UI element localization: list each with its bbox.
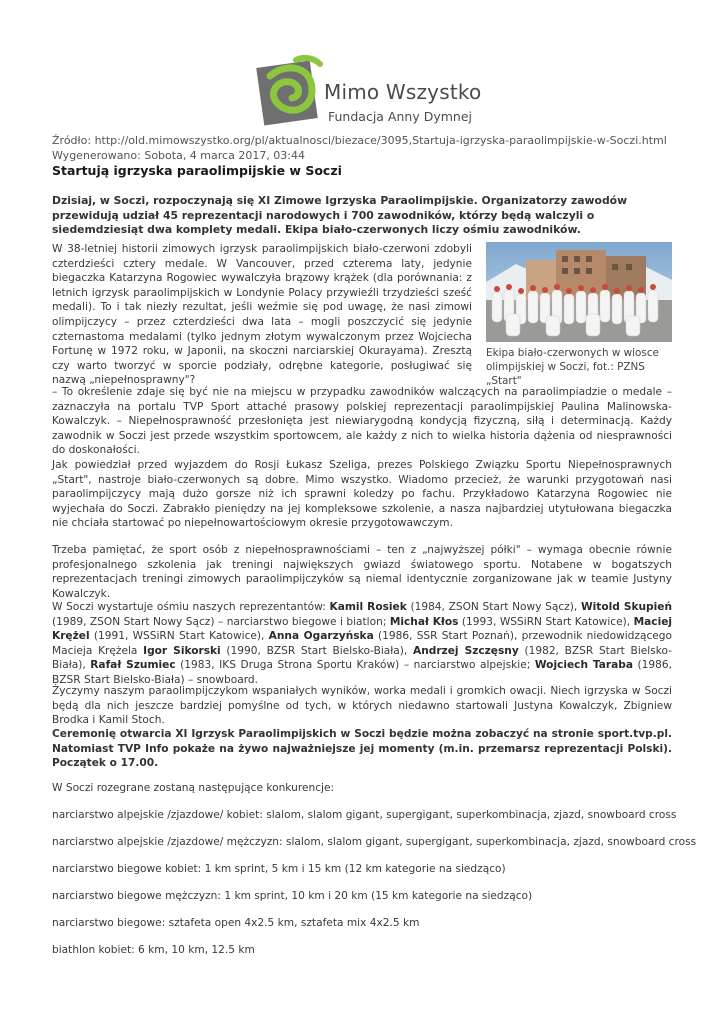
paragraph-quote: – To określenie zdaje się być nie na miejscu w przypadku zawodników walczących na paraolimpiadzie o medale – zaznaczyła na portalu TVP Sport attaché prasowy polskiej reprezentacji paraolimpijskiej Paulina Malinowska-Kowalczyk. – Niepełnosprawność przesłonięta jest niewiarygodną kondycją fizyczną, siłą i determinacją. Każdy zawodnik w Soczi jest przede wszystkim sportowcem, ale każdy z nich to wielka historia dążenia od niesprawności do doskonałości.	[52, 386, 672, 457]
article-intro: W 38-letniej historii zimowych igrzysk paraolimpijskich biało-czerwoni zdobyli czterdzieści cztery medale. W Vancouver, przed czterema laty, jedynie biegaczka Katarzyna Rogowiec wywalczyła brązowy krążek (dla porównania: z letnich igrzysk paraolimpijskich w Londynie Polacy przywieźli trzydzieści sześć medali). To i tak niezły rezultat, jeśli weźmie się pod uwagę, że nasi zimowi olimpijczycy – przez czterdzieści dwa lata – mogli poszczycić się jedynie czternastoma medalami (tylko jednym złotym wywalczonym przez Wojciecha Fortunę w 1972 roku, w Japonii, na skoczni narciarskiej Okurayama). Zresztą czy warto tworzyć w sporcie podziały, odrębne kategorie, posługiwać się nazwą „niepełnosprawny"?	[52, 243, 472, 387]
paragraph-szeliga: Jak powiedział przed wyjazdem do Rosji Łukasz Szeliga, prezes Polskiego Związku Sportu Niepełnosprawnych „Start", nastroje biało-czerwonych są dobre. Mimo wszystko. Wiadomo przecież, że warunki przygotowań nasi paraolimpijczycy mają dużo gorsze niż ich sprawni koledzy po fachu. Przykładowo Katarzyna Rogowiec nie wyjechała do Soczi. Zabrakło pieniędzy na jej kompleksowe szkolenie, a nasza najbardziej utytułowana biegaczka nie chciała startować po niepełnowartościowym okresie przygotowawczym.	[52, 459, 672, 530]
athlete-name: Igor Sikorski	[143, 644, 221, 657]
athlete-name: Michał Kłos	[389, 615, 459, 628]
spiral-logo-icon	[256, 54, 324, 132]
paragraph-ceremony: Ceremonię otwarcia XI Igrzysk Paraolimpijskich w Soczi będzie można zobaczyć na stronie sport.tvp.pl. Natomiast TVP Info pokaże na żywo najważniejsze jej momenty (m.in. przemarsz reprezentacji Polski). Początek o 17.00.	[52, 728, 672, 770]
foundation-logo	[256, 54, 482, 132]
event-item: narciarstwo biegowe: sztafeta open 4x2.5 km, sztafeta mix 4x2.5 km	[52, 917, 420, 929]
events-intro: W Soczi rozegrane zostaną następujące konkurencje:	[52, 782, 335, 794]
athlete-name: Wojciech Taraba	[534, 659, 633, 672]
logo-subtitle: Fundacja Anny Dymnej	[328, 109, 472, 124]
generated-date: Wygenerowano: Sobota, 4 marca 2017, 03:44	[52, 149, 306, 162]
paragraph-wishes: Życzymy naszym paraolimpijczykom wspaniałych wyników, worka medali i gromkich owacji. Niech igrzyska w Soczi będą dla nich jeszcze bardziej pomyślne od tych, w których niedawno startowali Justyna Kowalczyk, Zbigniew Brodka i Kamil Stoch.	[52, 685, 672, 727]
event-item: narciarstwo biegowe mężczyzn: 1 km sprint, 10 km i 20 km (15 km kategorie na siedząco)	[52, 890, 533, 902]
source-url: Źródło: http://old.mimowszystko.org/pl/aktualnosci/biezace/3095,Startuja-igrzyska-paraolimpijskie-w-Soczi.html	[52, 134, 667, 147]
article-lead: Dzisiaj, w Soczi, rozpoczynają się XI Zimowe Igrzyska Paraolimpijskie. Organizatorzy zawodów przewidują udział 45 reprezentacji narodowych i 700 zawodników, którzy będą walczyli o siedemdziesiąt dwa komplety medali. Ekipa biało-czerwonych liczy ośmiu zawodników.	[52, 194, 628, 236]
athlete-name: Andrzej Szczęsny	[413, 644, 519, 657]
event-item: narciarstwo biegowe kobiet: 1 km sprint, 5 km i 15 km (12 km kategorie na siedząco)	[52, 863, 506, 875]
paragraph-training: Trzeba pamiętać, że sport osób z niepełnosprawnościami – ten z „najwyższej półki" – wymaga obecnie równie profesjonalnego szkolenia jak treningi największych gwiazd światowego sportu. Notabene w bogatszych reprezentacjach treningi zimowych paraolimpijczyków są niemal identycznie zorganizowane jak w teamie Justyny Kowalczyk.	[52, 544, 672, 600]
paragraph-team: W Soczi wystartuje ośmiu naszych reprezentantów: Kamil Rosiek (1984, ZSON Start Nowy Sącz), Witold Skupień (1989, ZSON Start Nowy Sącz) – narciarstwo biegowe i biatlon; Michał Kłos (1993, WSSiRN Start Katowice), Maciej Krężel (1991, WSSiRN Start Katowice), Anna Ogarzyńska (1986, SSR Start Poznań), przewodnik niedowidzącego Macieja Krężela Igor Sikorski (1990, BZSR Start Bielsko-Biała), Andrzej Szczęsny (1982, BZSR Start Bielsko-Biała), Rafał Szumiec (1983, IKS Druga Strona Sportu Kraków) – narciarstwo alpejskie; Wojciech Taraba (1986, BZSR Start Bielsko-Biała) – snowboard.	[52, 601, 673, 686]
athlete-name: Anna Ogarzyńska	[268, 630, 374, 643]
logo-name: Mimo Wszystko	[324, 80, 482, 104]
photo-caption: Ekipa biało-czerwonych w wiosce olimpijskiej w Soczi, fot.: PZNS „Start"	[486, 347, 659, 387]
document-meta	[52, 133, 667, 163]
event-item: biathlon kobiet: 6 km, 10 km, 12.5 km	[52, 944, 255, 956]
article-title: Startują igrzyska paraolimpijskie w Soczi	[52, 163, 342, 178]
athlete-name: Maciej Krężel	[52, 615, 673, 643]
event-item: narciarstwo alpejskie /zjazdowe/ mężczyzn: slalom, slalom gigant, supergigant, superkombinacja, zjazd, snowboard cross	[52, 836, 697, 848]
athlete-name: Witold Skupień	[580, 601, 672, 613]
athlete-name: Rafał Szumiec	[90, 659, 176, 672]
event-item: narciarstwo alpejskie /zjazdowe/ kobiet: slalom, slalom gigant, supergigant, superkombinacja, zjazd, snowboard cross	[52, 809, 677, 821]
team-photo	[486, 242, 672, 342]
athlete-name: Kamil Rosiek	[329, 601, 407, 613]
